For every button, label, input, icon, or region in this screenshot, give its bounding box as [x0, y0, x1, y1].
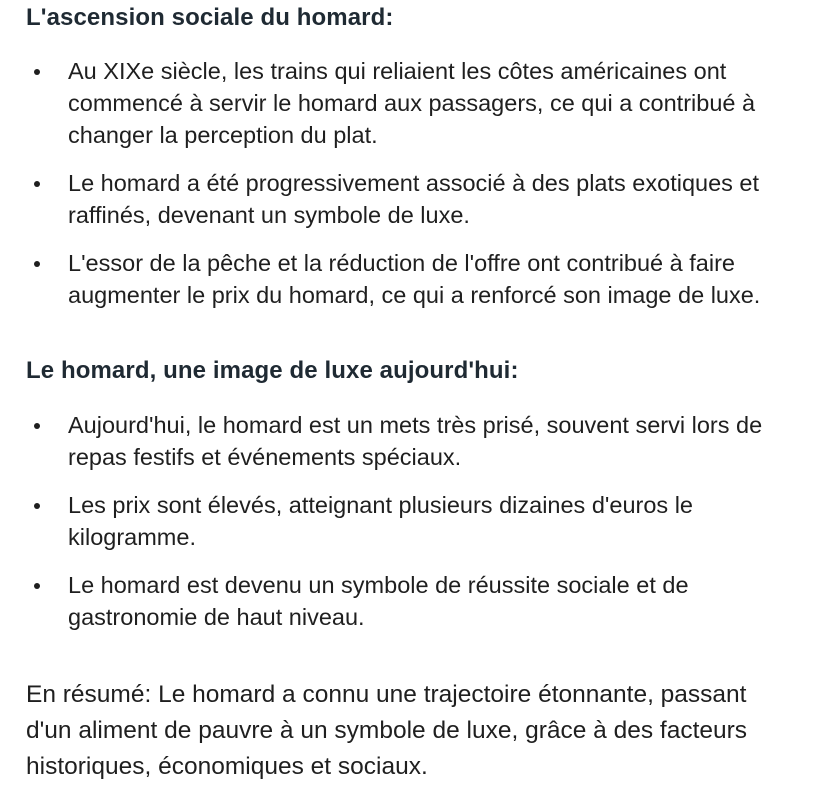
- bullet-icon: [34, 69, 40, 75]
- list-item-text: Le homard est devenu un symbole de réussite sociale et de gastronomie de haut niveau.: [68, 572, 689, 630]
- list-item: [26, 55, 810, 151]
- bullet-icon: [34, 423, 40, 429]
- list-item-text: Au XIXe siècle, les trains qui reliaient les côtes américaines ont commencé à servir le homard aux passagers, ce qui a contribué à changer la perception du plat.: [68, 58, 756, 148]
- bullet-icon: [34, 503, 40, 509]
- list-item-text: Les prix sont élevés, atteignant plusieurs dizaines d'euros le kilogramme.: [68, 492, 693, 550]
- list-item: [26, 409, 810, 473]
- bullet-list-luxury-today: [26, 409, 810, 633]
- list-item-text: L'essor de la pêche et la réduction de l'offre ont contribué à faire augmenter le prix du homard, ce qui a renforcé son image de luxe.: [68, 250, 761, 308]
- bullet-icon: [34, 181, 40, 187]
- list-item-text: Le homard a été progressivement associé à des plats exotiques et raffinés, devenant un symbole de luxe.: [68, 170, 760, 228]
- section-title-social-ascension: L'ascension sociale du homard:: [26, 4, 394, 31]
- bullet-icon: [34, 261, 40, 267]
- list-item: [26, 569, 810, 633]
- list-item: [26, 489, 810, 553]
- summary-paragraph: En résumé: Le homard a connu une trajectoire étonnante, passant d'un aliment de pauvre à un symbole de luxe, grâce à des facteurs historiques, économiques et sociaux.: [26, 681, 748, 780]
- section-title-luxury-today: Le homard, une image de luxe aujourd'hui:: [26, 357, 519, 384]
- list-item-text: Aujourd'hui, le homard est un mets très prisé, souvent servi lors de repas festifs et événements spéciaux.: [68, 412, 763, 470]
- list-item: [26, 247, 810, 311]
- list-item: [26, 167, 810, 231]
- bullet-list-social-ascension: [26, 55, 810, 311]
- bullet-icon: [34, 583, 40, 589]
